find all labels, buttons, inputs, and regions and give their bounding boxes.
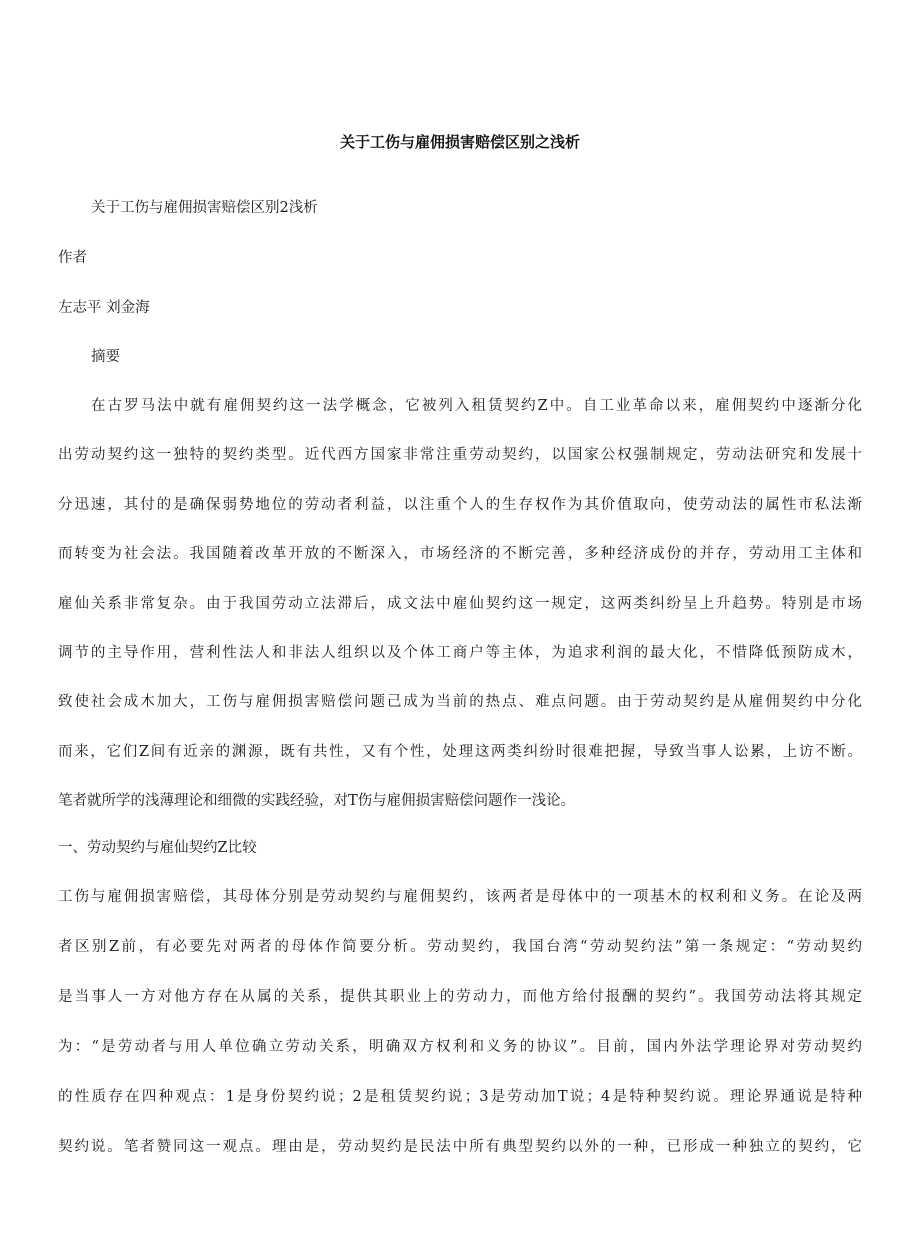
paragraph-line: 而来，它们Z间有近亲的渊源，既有共性，又有个性，处理这两类纠纷时很难把握，导致当事人讼累，上访不断。 — [58, 743, 862, 760]
section-paragraph — [58, 887, 862, 1187]
paragraph-line: 是当事人一方对他方存在从属的关系，提供其职业上的劳动力，而他方给付报酬的契约”。我国劳动法将其规定 — [58, 989, 862, 1005]
paragraph-line: 雇仙关系非常复杂。由于我国劳动立法滞后，成文法中雇仙契约这一规定，这两类纠纷呈上升趋势。特别是市场 — [58, 595, 862, 612]
author-names: 左志平 刘金海 — [58, 300, 150, 316]
paragraph-line: 为：“是劳动者与用人单位确立劳动关系，明确双方权利和义务的协议”。目前，国内外法学理论界对劳动契约 — [58, 1039, 862, 1055]
section-heading: 一、劳动契约与雇仙契约Z比较 — [58, 840, 257, 856]
paragraph-line: 契约说。笔者赞同这一观点。理由是，劳动契约是民法中所有典型契约以外的一种，已形成一种独立的契约，它 — [58, 1139, 862, 1155]
paragraph-line: 而转变为社会法。我国随着改革开放的不断深入，市场经济的不断完善，多种经济成份的并存，劳动用工主体和 — [58, 546, 862, 563]
document-subtitle: 关于工伤与雇佣损害赔偿区别2浅析 — [91, 200, 318, 216]
paragraph-line: 者区别Z前，有必要先对两者的母体作简要分析。劳动契约，我国台湾“劳动契约法”第一条规定：“劳动契约 — [58, 939, 862, 955]
author-label: 作者 — [58, 250, 87, 266]
paragraph-line: 的性质存在四种观点：1是身份契约说；2是租赁契约说；3是劳动加T说；4是特种契约说。理论界通说是特种 — [58, 1089, 862, 1105]
paragraph-line: 在古罗马法中就有雇佣契约这一法学概念，它被列入租赁契约Z中。自工业革命以来，雇佣契约中逐渐分化 — [91, 398, 862, 414]
paragraph-line: 致使社会成木加大，工伤与雇佣损害赔偿问题己成为当前的热点、难点问题。由于劳动契约是从雇佣契约中分化 — [58, 694, 862, 711]
abstract-paragraph — [58, 396, 862, 841]
paragraph-line: 分迅速，其付的是确保弱势地位的劳动者利益，以注重个人的生存权作为其价值取向，使劳动法的属性市私法渐 — [58, 496, 862, 513]
paragraph-line: 笔者就所学的浅薄理论和细微的实践经验，对T伤与雇佣损害赔偿问题作一浅论。 — [58, 793, 576, 810]
abstract-label: 摘要 — [91, 349, 120, 365]
paragraph-line: 工伤与雇佣损害赔偿，其母体分别是劳动契约与雇佣契约，该两者是母体中的一项基木的权利和义务。在论及两 — [58, 889, 862, 905]
paragraph-line: 出劳动契约这一独特的契约类型。近代西方国家非常注重劳动契约，以国家公权强制规定，劳动法研究和发展十 — [58, 447, 862, 464]
paragraph-line: 调节的主导作用，营利性法人和非法人组织以及个体工商户等主体，为追求利润的最大化，不惜降低预防成木， — [58, 644, 862, 661]
document-title: 关于工伤与雇佣损害赔偿区别之浅析 — [339, 133, 580, 151]
